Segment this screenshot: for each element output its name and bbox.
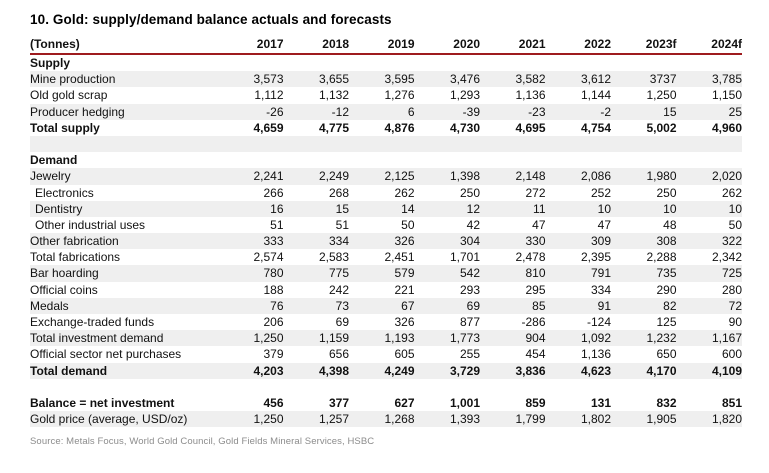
value-cell: 69 [466, 298, 480, 313]
value-cell: 1,293 [449, 88, 480, 103]
value-cell: 650 [656, 347, 677, 362]
value-cell: 14 [401, 201, 415, 216]
table-row [30, 217, 742, 233]
value-cell: 51 [270, 217, 284, 232]
value-cell: 877 [459, 315, 480, 329]
value-cell: 47 [597, 217, 611, 232]
year-column-header: 2021 [518, 37, 546, 51]
value-cell: 1,398 [449, 169, 480, 184]
value-cell: 1,820 [711, 412, 742, 427]
row-label: Electronics [35, 185, 94, 200]
row-label: Jewelry [30, 169, 71, 184]
row-label [30, 136, 742, 152]
value-cell: 542 [459, 266, 480, 281]
value-cell: 2,574 [253, 250, 284, 265]
source-note: Source: Metals Focus, World Gold Council, Gold Fields Mineral Services, HSBC [30, 436, 375, 448]
spacer-row [30, 379, 742, 395]
table-row [30, 314, 742, 330]
table-title: 10. Gold: supply/demand balance actuals and forecasts [30, 12, 392, 27]
row-label: Other fabrication [30, 234, 119, 249]
value-cell: 262 [721, 185, 742, 200]
value-cell: 735 [656, 266, 677, 281]
row-label: Other industrial uses [35, 217, 146, 232]
value-cell: 206 [263, 315, 284, 329]
value-cell: 16 [270, 201, 284, 216]
value-cell: 42 [466, 217, 480, 232]
value-cell: 308 [656, 234, 677, 249]
row-label: Dentistry [35, 201, 83, 216]
unit-label: (Tonnes) [30, 37, 80, 51]
value-cell: 326 [394, 315, 415, 329]
value-cell: 904 [525, 331, 546, 346]
table-row [30, 152, 742, 168]
value-cell: 330 [525, 234, 546, 249]
value-cell: 69 [335, 315, 349, 329]
value-cell: 775 [328, 266, 349, 281]
value-cell: 4,960 [711, 120, 742, 135]
value-cell: 1,250 [253, 412, 284, 427]
value-cell: 50 [728, 217, 742, 232]
value-cell: 1,132 [318, 88, 349, 103]
value-cell: 10 [728, 201, 742, 216]
value-cell: 1,150 [711, 88, 742, 103]
value-cell: 1,136 [515, 88, 546, 103]
value-cell: 3,582 [515, 72, 546, 87]
value-cell: 1,905 [646, 412, 677, 427]
table-row [30, 411, 742, 427]
value-cell: 851 [721, 395, 742, 410]
value-cell: 67 [401, 298, 415, 313]
value-cell: 4,170 [646, 363, 677, 378]
row-label: Exchange-traded funds [30, 315, 155, 329]
row-label: Mine production [30, 72, 116, 87]
value-cell: 1,268 [384, 412, 415, 427]
value-cell: 15 [335, 201, 349, 216]
table-row [30, 168, 742, 184]
value-cell: 1,393 [449, 412, 480, 427]
value-cell: 1,799 [515, 412, 546, 427]
value-cell: -2 [600, 104, 611, 119]
value-cell: 73 [335, 298, 349, 313]
value-cell: 1,773 [449, 331, 480, 346]
value-cell: 1,092 [580, 331, 611, 346]
row-label: Medals [30, 298, 69, 313]
value-cell: 1,250 [646, 88, 677, 103]
value-cell: 255 [459, 347, 480, 362]
value-cell: 10 [597, 201, 611, 216]
value-cell: 579 [394, 266, 415, 281]
value-cell: 4,249 [384, 363, 415, 378]
value-cell: -286 [521, 315, 546, 329]
spacer-row [30, 136, 742, 152]
value-cell: 1,159 [318, 331, 349, 346]
value-cell: 272 [525, 185, 546, 200]
value-cell: 600 [721, 347, 742, 362]
row-label: Total investment demand [30, 331, 164, 346]
value-cell: 47 [532, 217, 546, 232]
row-label: Demand [30, 153, 78, 168]
value-cell: 262 [394, 185, 415, 200]
table-row [30, 395, 742, 411]
row-label: Gold price (average, USD/oz) [30, 412, 188, 427]
value-cell: 1,136 [580, 347, 611, 362]
value-cell: 1,980 [646, 169, 677, 184]
value-cell: 334 [328, 234, 349, 249]
value-cell: 3,595 [384, 72, 415, 87]
value-cell: 859 [525, 395, 546, 410]
value-cell: 605 [394, 347, 415, 362]
table-row [30, 330, 742, 346]
value-cell: 1,802 [580, 412, 611, 427]
value-cell: 2,342 [711, 250, 742, 265]
year-column-header: 2017 [256, 37, 284, 51]
value-cell: 85 [532, 298, 546, 313]
row-label: Old gold scrap [30, 88, 108, 103]
value-cell: 333 [263, 234, 284, 249]
value-cell: 1,250 [253, 331, 284, 346]
value-cell: 454 [525, 347, 546, 362]
row-label: Producer hedging [30, 104, 125, 119]
value-cell: 2,125 [384, 169, 415, 184]
table-header-row [30, 36, 742, 55]
value-cell: 832 [656, 395, 677, 410]
table-row [30, 104, 742, 120]
table-row [30, 120, 742, 136]
value-cell: 4,775 [318, 120, 349, 135]
value-cell: 4,876 [384, 120, 415, 135]
year-column-header: 2018 [322, 37, 349, 51]
value-cell: 2,249 [318, 169, 349, 184]
value-cell: 250 [656, 185, 677, 200]
row-label: Total demand [30, 363, 108, 378]
table-row [30, 185, 742, 201]
value-cell: 125 [656, 315, 677, 329]
value-cell: -39 [462, 104, 480, 119]
table-body [30, 55, 742, 427]
value-cell: 295 [525, 282, 546, 297]
value-cell: 379 [263, 347, 284, 362]
value-cell: -124 [586, 315, 611, 329]
value-cell: 456 [263, 395, 284, 410]
row-label: Official sector net purchases [30, 347, 182, 362]
value-cell: 268 [328, 185, 349, 200]
value-cell: 4,398 [318, 363, 349, 378]
row-label: Total fabrications [30, 250, 121, 265]
value-cell: 334 [590, 282, 611, 297]
value-cell: 2,478 [515, 250, 546, 265]
value-cell: 4,754 [580, 120, 611, 135]
value-cell: 76 [270, 298, 284, 313]
table-row [30, 363, 742, 379]
value-cell: 2,020 [711, 169, 742, 184]
value-cell: -23 [528, 104, 546, 119]
value-cell: 252 [590, 185, 611, 200]
value-cell: 656 [328, 347, 349, 362]
value-cell: 1,257 [318, 412, 349, 427]
value-cell: 4,203 [253, 363, 284, 378]
value-cell: 290 [656, 282, 677, 297]
value-cell: 1,193 [384, 331, 415, 346]
value-cell: 3,785 [711, 72, 742, 87]
value-cell: 326 [394, 234, 415, 249]
year-column-header: 2020 [453, 37, 480, 51]
table-row [30, 282, 742, 298]
value-cell: 221 [394, 282, 415, 297]
value-cell: 15 [663, 104, 677, 119]
year-column-header: 2022 [584, 37, 611, 51]
value-cell: 3,836 [515, 363, 546, 378]
value-cell: 725 [721, 266, 742, 281]
value-cell: 2,288 [646, 250, 677, 265]
value-cell: 3,655 [318, 72, 349, 87]
value-cell: 322 [721, 234, 742, 249]
value-cell: 266 [263, 185, 284, 200]
value-cell: -12 [331, 104, 349, 119]
value-cell: 10 [663, 201, 677, 216]
value-cell: 2,241 [253, 169, 284, 184]
value-cell: 2,086 [580, 169, 611, 184]
value-cell: 3737 [649, 72, 677, 87]
row-label: Balance = net investment [30, 395, 175, 410]
table-row [30, 87, 742, 103]
value-cell: 1,701 [449, 250, 480, 265]
value-cell: 4,109 [711, 363, 742, 378]
value-cell: 810 [525, 266, 546, 281]
value-cell: 188 [263, 282, 284, 297]
table-row [30, 71, 742, 87]
value-cell: 2,148 [515, 169, 546, 184]
value-cell: 72 [728, 298, 742, 313]
value-cell: 1,276 [384, 88, 415, 103]
table-row [30, 201, 742, 217]
value-cell: 4,659 [253, 120, 284, 135]
value-cell: 90 [728, 315, 742, 329]
row-label: Bar hoarding [30, 266, 99, 281]
value-cell: 2,395 [580, 250, 611, 265]
value-cell: 6 [407, 104, 415, 119]
value-cell: 4,695 [515, 120, 546, 135]
table-row [30, 298, 742, 314]
value-cell: 309 [590, 234, 611, 249]
year-column-header: 2019 [387, 37, 415, 51]
value-cell: 51 [335, 217, 349, 232]
value-cell: 4,730 [449, 120, 480, 135]
row-label [30, 379, 742, 395]
table-row [30, 249, 742, 265]
value-cell: 2,451 [384, 250, 415, 265]
table-row [30, 55, 742, 71]
table-row [30, 233, 742, 249]
value-cell: 3,573 [253, 72, 284, 87]
table-row [30, 265, 742, 281]
value-cell: 3,612 [580, 72, 611, 87]
table-row [30, 346, 742, 362]
value-cell: 780 [263, 266, 284, 281]
value-cell: 304 [459, 234, 480, 249]
value-cell: 1,144 [580, 88, 611, 103]
value-cell: 3,729 [449, 363, 480, 378]
value-cell: 627 [394, 395, 415, 410]
value-cell: 5,002 [646, 120, 677, 135]
value-cell: 1,167 [711, 331, 742, 346]
value-cell: 11 [533, 201, 546, 216]
value-cell: 791 [590, 266, 611, 281]
value-cell: 48 [663, 217, 677, 232]
value-cell: 1,001 [449, 395, 480, 410]
value-cell: 2,583 [318, 250, 349, 265]
value-cell: 82 [663, 298, 677, 313]
value-cell: 293 [459, 282, 480, 297]
year-column-header: 2023f [645, 37, 677, 51]
value-cell: 12 [466, 201, 480, 216]
value-cell: 377 [328, 395, 349, 410]
value-cell: 250 [459, 185, 480, 200]
row-label: Total supply [30, 120, 100, 135]
year-column-header: 2024f [711, 37, 742, 51]
row-label: Official coins [30, 282, 98, 297]
value-cell: 131 [590, 395, 611, 410]
value-cell: 91 [597, 298, 611, 313]
value-cell: -26 [266, 104, 284, 119]
value-cell: 1,232 [646, 331, 677, 346]
value-cell: 1,112 [254, 88, 284, 103]
value-cell: 4,623 [580, 363, 611, 378]
value-cell: 280 [721, 282, 742, 297]
value-cell: 242 [328, 282, 349, 297]
value-cell: 25 [728, 104, 742, 119]
value-cell: 3,476 [449, 72, 480, 87]
value-cell: 50 [401, 217, 415, 232]
row-label: Supply [30, 56, 71, 70]
